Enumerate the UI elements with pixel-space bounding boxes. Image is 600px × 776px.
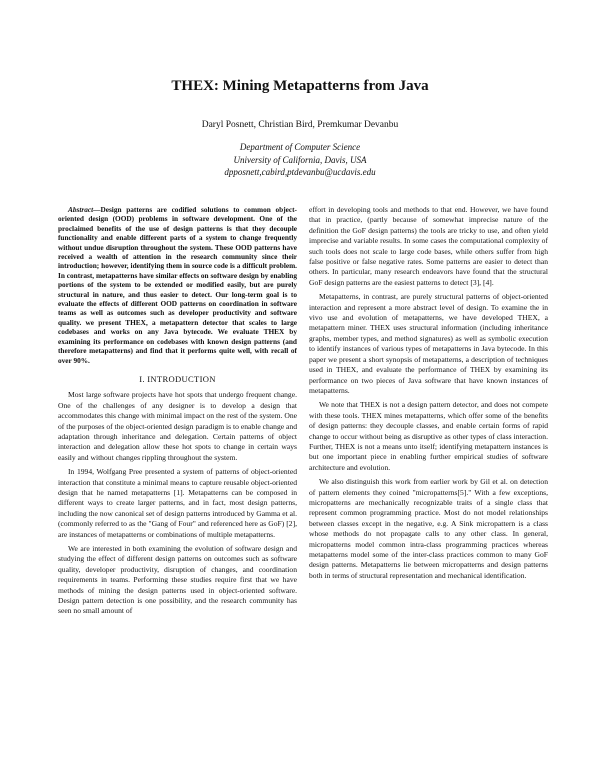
right-column bbox=[309, 205, 548, 581]
left-column bbox=[58, 205, 297, 617]
emails: dpposnett,cabird,ptdevanbu@ucdavis.edu bbox=[224, 167, 376, 177]
authors: Daryl Posnett, Christian Bird, Premkumar Devanbu bbox=[201, 120, 399, 130]
paragraph: We are interested in both examining the evolution of software design and studying the effect of different design patterns on outcomes such as software quality, developer productivity, disruption of changes, and coordination requirements in teams. Performing these studies require first that we have methods of mining the design patterns used in object-oriented software. Design pattern detection is one possibility, and the research community has seen no small amount of bbox=[58, 544, 297, 616]
paragraph: effort in developing tools and methods to that end. However, we have found that in practice, (partly because of somewhat imprecise nature of the definition the GoF design patterns) the tools are tricky to use, and often yield imprecise and variable results. In some cases the computational complexity of such tools does not scale to large code bases, while others suffer from high false positive or false negative rates. Some patterns are easier to detect than others. In particular, many research endeavors have found that the structural GoF design patterns are the easiest patterns to detect [3], [4]. bbox=[309, 205, 548, 287]
paper-title: THEX: Mining Metapatterns from Java bbox=[171, 78, 429, 94]
affiliation bbox=[0, 141, 600, 179]
paragraph: We note that THEX is not a design pattern detector, and does not compete with these tools. THEX mines metapatterns, which offer some of the benefits of design patterns: they decouple classes, and enable certain forms of rapid change to occur without being as disruptive as other types of class interaction. Further, THEX is not a means unto itself; identifying metapattern instances is but one important piece in enabling further empirical studies of software architecture and evolution. bbox=[309, 400, 548, 472]
department: Department of Computer Science bbox=[239, 142, 361, 152]
abstract-text: —Design patterns are codified solutions to common object-oriented design (OOD) problems in software development. One of the proclaimed benefits of the use of design patterns is that they decouple functionality and enable different parts of a system to change frequently without undue disruption throughout the system. These OOD patterns have received a wealth of attention in the research community since their introduction; however, identifying them in source code is a difficult problem. In contrast, metapatterns have similar effects on software design by enabling portions of the system to be extended or modified easily, but are purely structural in nature, and thus easier to detect. Our long-term goal is to evaluate the effects of different OOD patterns on coordination in software teams as well as outcomes such as developer productivity and software quality. we present THEX, a metapattern detector that scales to large codebases and works on any Java bytecode. We evaluate THEX by examining its performance on codebases with known design patterns (and therefore metapatterns) and find that it performs quite well, with recall of over 90%. bbox=[58, 205, 297, 365]
abstract-label: Abstract bbox=[68, 205, 94, 214]
paragraph: In 1994, Wolfgang Pree presented a system of patterns of object-oriented interaction that constitute a minimal means to capture reusable object-oriented design that he named metapatterns [1]. Metapatterns can be composed in different ways to create larger patterns, and in fact, most design patterns, including the now canonical set of design patterns introduced by Gamma et al. (commonly referred to as the "Gang of Four" and referenced here as GoF) [2], are instances of metapatterns or combinations of multiple metapatterns. bbox=[58, 467, 297, 539]
abstract bbox=[58, 205, 297, 365]
paragraph: We also distinguish this work from earlier work by Gil et al. on detection of pattern elements they coined "micropatterns[5]." With a few exceptions, micropatterns are mechanically recognizable traits of a single class that represent common programming practice. Most do not model relationships between classes except in the negative, e.g. A Sink micropattern is a class whose methods do not propagate calls to any other class. In general, micropatterns model common intra-class programming practices whereas metapatterns model some of the inter-class practices common to many GoF design patterns. Metapatterns lie between micropatterns and design patterns both in terms of structural representation and mechanical identification. bbox=[309, 477, 548, 580]
paragraph: Most large software projects have hot spots that undergo frequent change. One of the challenges of any designer is to develop a design that accommodates this change with minimal impact on the rest of the system. One of the purposes of the object-oriented design paradigm is to enable change and adaptation through inheritance and delegation. Certain patterns of object interaction and delegation allow these hot spots to change in certain ways easily and without changes rippling throughout the system. bbox=[58, 390, 297, 462]
paragraph: Metapatterns, in contrast, are purely structural patterns of object-oriented interaction and represent a more abstract level of design. To examine the in vivo use and evolution of metapatterns, we have developed THEX, a metapattern miner. THEX uses structural information (including inheritance graphs, member types, and method signatures) as well as symbolic execution to identify instances of various types of metapatterns in Java bytecode. In this paper we present a short synopsis of metapatterns, a description of techniques used in THEX, and evaluate the performance of THEX by examining its performance on two pieces of Java software that have known instances of metapatterns. bbox=[309, 292, 548, 395]
section-heading-introduction: I. INTRODUCTION bbox=[139, 373, 216, 384]
university: University of California, Davis, USA bbox=[233, 154, 367, 165]
